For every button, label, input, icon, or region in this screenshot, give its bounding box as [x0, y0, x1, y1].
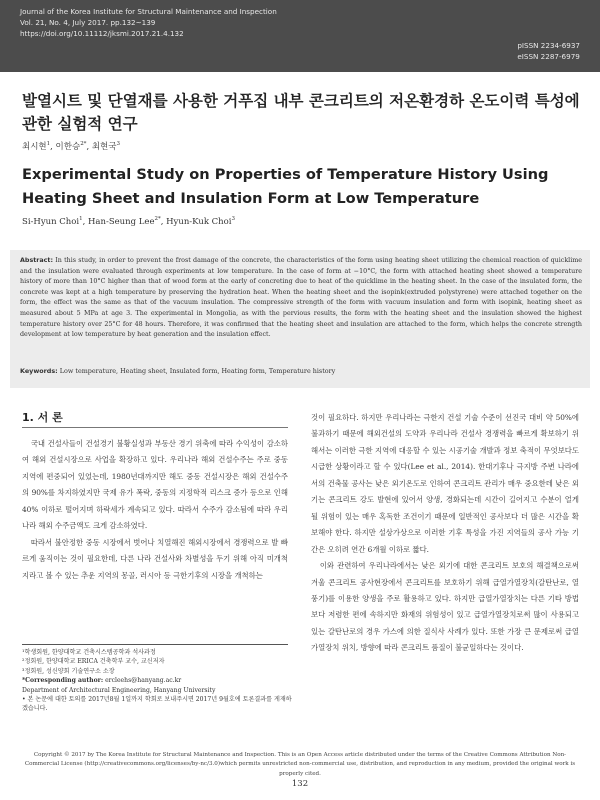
abstract-text: In this study, in order to prevent the frost damage of the concrete, the characteristics of the form using heating sheet utilizing the chemical reaction of quicklime and the insulation were evaluated through experiments at low temperature. In the case of form at −10°C, the form with attached heating sheet showed a temperature history of more than 10°C higher than that of wood form at the early of concreting due to heat of the quicklime in the heating sheet. In the case of the insulated form, the concrete was kept at a high temperature by preserving the hydration heat. When the heating sheet and the isopink(extruded polystyrene) were attached together on the form, the effect was the same as that of the vacuum insulation. The compressive strength of the form with vacuum insulation and form with isopink, heating sheet as measured about 5 MPa at age 3. The experimental in Mongolia, as with the pervious results, the form with the heating sheet and the insulation showed the highest temperature history over 25°C for 48 hours. Therefore, it was confirmed that the heating sheet and insulation are attached to the form, which helps the concrete strength development at low temperature by heat generation and the insulation effect.	[20, 257, 582, 339]
author-3-mark: 3	[116, 141, 120, 148]
doi-link[interactable]: https://doi.org/10.11112/jksmi.2017.21.4.132	[20, 29, 184, 38]
keywords-text: Low temperature, Heating sheet, Insulated form, Heating form, Temperature history	[59, 367, 336, 375]
volume-line: Vol. 21, No. 4, July 2017. pp.132~139	[20, 18, 156, 27]
corresponding-email[interactable]: ercleehs@hanyang.ac.kr	[105, 677, 182, 685]
copyright-notice: Copyright © 2017 by The Korea Institute for Structural Maintenance and Inspection. This is an Open Access article distributed under the terms of the Creative Commons Attribution Non-Commercial License (http://creativecommons.org/licenses/by-nc/3.0)which permits unrestricted non-commercial use, distribution, and reproduction in any medium, provided the original work is properly cited.	[24, 752, 576, 777]
author-2: 이한승	[55, 142, 81, 152]
journal-name: Journal of the Korea Institute for Structural Maintenance and Inspection	[20, 7, 277, 16]
author-3: 최현국	[91, 142, 117, 152]
right-paragraph-1: 것이 필요하다. 하지만 우리나라는 극한지 건설 기술 수준이 선진국 대비 약 50%에 불과하기 때문에 해외건설의 도약과 우리나라 건설사 경쟁력을 빠르게 확보하기 위해서는 이러한 극한 지역에 대응할 수 있는 시공기술 개발과 정보 축적이 무엇보다도 시급한 상황이라고 할 수 있다(Lee et al., 2014). 한대기후나 극지방 주변 나라에서의 건축물 공사는 낮은 외기온도로 인하여 콘크리트 관리가 매우 중요한데 낮은 외기는 콘크리트 강도 발현에 있어서 양생, 경화되는데 시간이 길어지고 수분이 얼게 될 위험이 있는 매우 혹독한 조건이기 때문에 일반적인 공사보다 더 많은 시간을 확보해야 한다. 하지만 설상가상으로 이러한 기후 특성을 가진 지역들의 공사 가능 기간은 오히려 연간 6개월 이하로 짧다.	[311, 413, 579, 554]
footnote-3: ³정회원, 성신양회 기술연구소 소장	[22, 667, 115, 675]
english-authors: Si-Hyun Choi$^1$, Han-Seung Lee$^{2*}$, Hyun-Kuk Choi$^3$	[22, 216, 235, 227]
author-1-en: Si-Hyun Choi	[22, 217, 80, 227]
author-1-en-mark: 1	[79, 216, 83, 223]
journal-info	[20, 6, 277, 39]
issn-block	[517, 40, 580, 62]
right-column	[311, 410, 579, 657]
footnote-rule	[22, 644, 288, 645]
abstract	[20, 256, 582, 341]
keywords	[20, 367, 582, 375]
section-heading: 1. 서 론	[22, 411, 63, 424]
footnote-1: ¹학생회원, 한양대학교 건축시스템공학과 석사과정	[22, 649, 156, 656]
author-2-en-mark: 2*	[154, 216, 161, 223]
english-title: Experimental Study on Properties of Temperature History Using Heating Sheet and Insulation Form at Low Temperature	[22, 166, 549, 207]
left-paragraph-1: 국내 건설사들이 건설경기 불황실성과 부동산 경기 위축에 따라 수익성이 감소하여 해외 건설시장으로 사업을 확장하고 있다. 우리나라 해외 건설수주는 주로 중동지역에 편중되어 있었는데, 1980년대까지만 해도 중동 건설시장은 해외 건설수주의 90%를 차지하였지만 국제 유가 폭락, 중동의 지정학적 리스크 증가 등으로 인해 40% 이하로 떨어지며 하락세가 계속되고 있다. 따라서 수주가 감소됨에 따라 우리나라 해외 수주금액도 크게 감소하였다.	[22, 439, 288, 531]
page-number: 132	[291, 779, 309, 789]
section-rule	[22, 427, 288, 428]
author-1-mark: 1	[46, 141, 51, 148]
abstract-label: Abstract:	[20, 257, 53, 264]
footnotes	[22, 648, 292, 714]
left-column	[22, 436, 288, 584]
corresponding-author	[22, 676, 292, 685]
author-1: 최시현	[22, 142, 47, 152]
author-3-en: Hyun-Kuk Choi	[166, 217, 232, 227]
keywords-label: Keywords:	[20, 367, 58, 375]
pissn: pISSN 2234-6937	[517, 41, 580, 50]
eissn: eISSN 2287-6979	[517, 52, 580, 61]
department: Department of Architectural Engineering, Hanyang University	[22, 686, 216, 694]
korean-title: 발열시트 및 단열재를 사용한 거푸집 내부 콘크리트의 저온환경하 온도이력 특성에 관한 실험적 연구	[22, 92, 580, 133]
author-3-en-mark: 3	[231, 216, 235, 223]
discussion-note: • 본 논문에 대한 토의를 2017년8월 1일까지 학회로 보내주시면 2017년 9월호에 토론결과를 게재하겠습니다.	[22, 696, 292, 713]
author-2-mark: 2*	[80, 141, 87, 148]
footnote-2: ²정회원, 한양대학교 ERICA 건축학부 교수, 교신저자	[22, 658, 165, 666]
korean-authors: 최시현$^1$, 이한승$^{2*}$, 최현국$^3$	[22, 141, 120, 152]
left-paragraph-2: 따라서 불안정한 중동 시장에서 벗어나 치열해진 해외시장에서 경쟁력으로 발 빠르게 움직이는 것이 필요한데, 다른 나라 건설사와 차별성을 두기 위해 아직 미개척지라고 볼 수 있는 추운 지역의 몽골, 러시아 등 극한기후의 시장을 개척하는	[22, 537, 288, 580]
author-2-en: Han-Seung Lee	[88, 217, 155, 227]
right-paragraph-2: 이와 관련하여 우리나라에서는 낮은 외기에 대한 콘크리트 보호의 해결책으로써 겨울 콘크리트 공사현장에서 콘크리트를 보호하기 위해 급열가열장치(갈탄난로, 열풍기)를 이용한 양생을 주로 활용하고 있다. 하지만 급열가열장치는 다른 기타 방법보다 저렴한 편에 속하지만 화재의 위험성이 있고 급열가열장치로써 많이 사용되고 있는 갈탄난로의 경우 가스에 의한 질식사 사례가 있다. 또한 가장 큰 문제로써 급열가열장치 위치, 방향에 따라 콘크리트 품질이 불균일하다는 것이다.	[311, 561, 579, 653]
corresponding-label: *Corresponding author:	[22, 677, 104, 685]
